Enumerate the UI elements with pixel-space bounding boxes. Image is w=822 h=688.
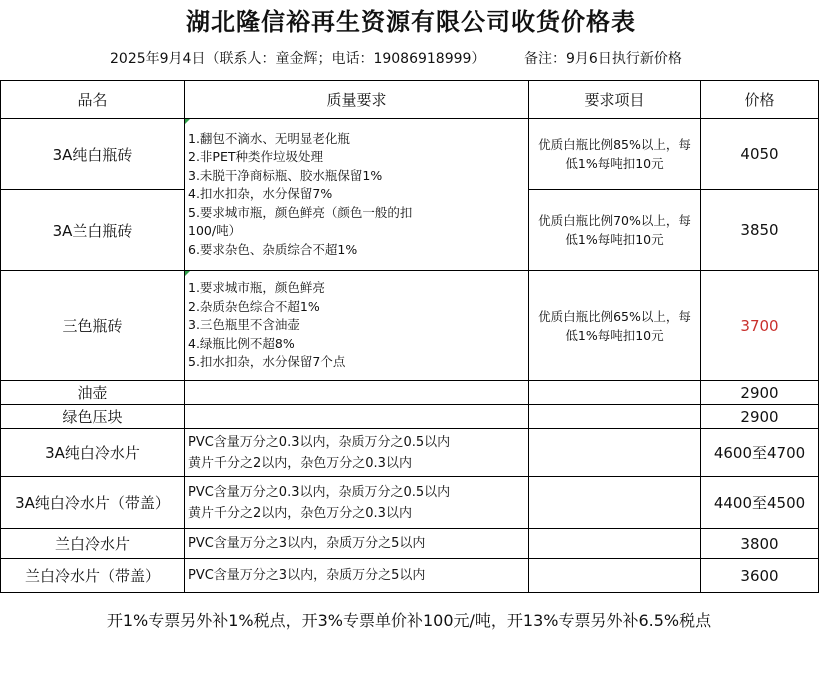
quality-line: 2.杂质杂色综合不超1% (188, 298, 320, 314)
requirement-line: 优质白瓶比例65%以上，每 (538, 308, 691, 324)
product-name: 三色瓶砖 (1, 271, 185, 381)
quality-line: 1.要求城市瓶，颜色鲜亮 (188, 280, 325, 296)
table-row (1, 119, 819, 190)
product-name: 3A纯白冷水片（带盖） (1, 477, 185, 529)
table-row (1, 405, 819, 429)
requirement-cell (529, 190, 701, 271)
product-name: 油壶 (1, 381, 185, 405)
quality-line: 黄片千分之2以内，杂色万分之0.3以内 (188, 505, 412, 521)
remark: 备注：9月6日执行新价格 (524, 51, 682, 67)
price-cell: 3600 (701, 559, 819, 593)
table-row (1, 559, 819, 593)
quality-line: 3.三色瓶里不含油壶 (188, 317, 300, 333)
product-name: 3A兰白瓶砖 (1, 190, 185, 271)
quality-cell (185, 429, 529, 477)
product-name: 绿色压块 (1, 405, 185, 429)
tax-note: 开1%专票另外补1%税点，开3%专票单价补100元/吨，开13%专票另外补6.5%税点 (106, 611, 712, 630)
sheet-title: 湖北隆信裕再生资源有限公司收货价格表 (186, 8, 636, 36)
requirement-cell (529, 381, 701, 405)
quality-line: PVC含量万分之3以内，杂质万分之5以内 (188, 568, 426, 583)
quality-cell (185, 119, 529, 271)
cell-comment-marker (185, 119, 190, 124)
quality-line: PVC含量万分之0.3以内，杂质万分之0.5以内 (188, 434, 451, 450)
price-cell: 3700 (701, 271, 819, 381)
price-cell: 3800 (701, 529, 819, 559)
requirement-line: 低1%每吨扣10元 (565, 232, 664, 247)
requirement-cell (529, 477, 701, 529)
price-cell: 4400至4500 (701, 477, 819, 529)
header-name: 品名 (1, 81, 185, 119)
quality-line: 3.未脱干净商标瓶、胶水瓶保留1% (188, 167, 383, 183)
quality-cell (185, 529, 529, 559)
price-cell: 4050 (701, 119, 819, 190)
table-row (1, 529, 819, 559)
quality-cell (185, 559, 529, 593)
product-name: 兰白冷水片 (1, 529, 185, 559)
price-cell: 2900 (701, 381, 819, 405)
requirement-cell (529, 405, 701, 429)
table-row (1, 477, 819, 529)
quality-cell (185, 381, 529, 405)
date-contact: 2025年9月4日（联系人：童金辉；电话：19086918999） (110, 51, 486, 67)
table-row (1, 271, 819, 381)
quality-line: PVC含量万分之0.3以内，杂质万分之0.5以内 (188, 484, 451, 500)
requirement-line: 低1%每吨扣10元 (565, 156, 664, 171)
price-cell: 3850 (701, 190, 819, 271)
table-row (1, 381, 819, 405)
requirement-cell (529, 559, 701, 593)
product-name: 3A纯白冷水片 (1, 429, 185, 477)
quality-line: 1.翻包不滴水、无明显老化瓶 (188, 130, 350, 146)
header-quality: 质量要求 (185, 81, 529, 119)
requirement-line: 低1%每吨扣10元 (565, 327, 664, 343)
quality-line: 5.扣水扣杂，水分保留7个点 (188, 354, 346, 370)
quality-cell (185, 405, 529, 429)
product-name: 兰白冷水片（带盖） (1, 559, 185, 593)
requirement-line: 优质白瓶比例70%以上，每 (538, 213, 691, 228)
requirement-line: 优质白瓶比例85%以上，每 (538, 137, 691, 152)
requirement-cell (529, 119, 701, 190)
price-cell: 2900 (701, 405, 819, 429)
quality-cell (185, 477, 529, 529)
requirement-cell (529, 429, 701, 477)
requirement-cell (529, 529, 701, 559)
header-price: 价格 (701, 81, 819, 119)
quality-line: 4.扣水扣杂，水分保留7% (188, 186, 333, 202)
requirement-cell (529, 271, 701, 381)
quality-cell (185, 271, 529, 381)
quality-line: PVC含量万分之3以内，杂质万分之5以内 (188, 536, 426, 551)
price-cell: 4600至4700 (701, 429, 819, 477)
quality-line: 4.绿瓶比例不超8% (188, 335, 295, 351)
quality-line: 6.要求杂色、杂质综合不超1% (188, 241, 358, 257)
quality-line: 2.非PET种类作垃圾处理 (188, 149, 323, 165)
product-name: 3A纯白瓶砖 (1, 119, 185, 190)
table-row (1, 429, 819, 477)
quality-line: 100/吨） (188, 223, 242, 239)
price-table (0, 80, 819, 593)
quality-line: 黄片千分之2以内，杂色万分之0.3以内 (188, 455, 412, 471)
cell-comment-marker (185, 271, 190, 276)
header-row (1, 81, 819, 119)
quality-line: 5.要求城市瓶，颜色鲜亮（颜色一般的扣 (188, 204, 413, 220)
header-requirement: 要求项目 (529, 81, 701, 119)
